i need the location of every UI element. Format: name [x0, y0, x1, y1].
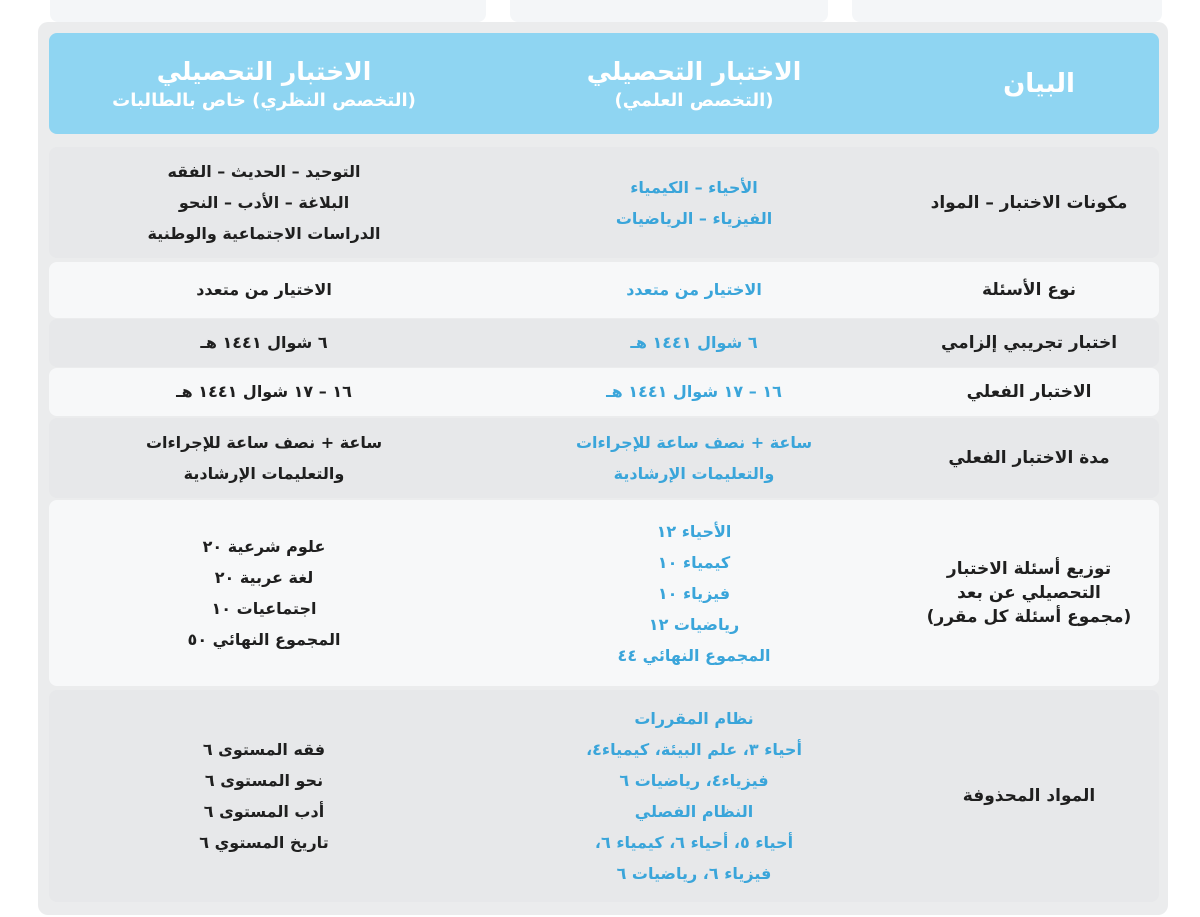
cell-literary [59, 147, 469, 258]
cell-line: والتعليمات الإرشادية [613, 464, 775, 483]
cell-line: المجموع النهائي ٥٠ [187, 630, 341, 649]
cell-literary [59, 262, 469, 318]
cell-line: توزيع أسئلة الاختبار [946, 559, 1112, 579]
cell-line: أحياء ٣، علم البيئة، كيمياء٤، [586, 740, 802, 759]
cell-line: اختبار تجريبي إلزامي [940, 333, 1118, 353]
cell-line: كيمياء ١٠ [657, 552, 731, 572]
cell-line: الاختيار من متعدد [626, 280, 762, 299]
table-row [49, 262, 1159, 318]
cell-scientific [519, 262, 869, 318]
cell-line: لغة عربية ٢٠ [214, 568, 314, 587]
cell-scientific [519, 319, 869, 367]
cell-line: نظام المقررات [634, 709, 754, 728]
cell-line: المواد المحذوفة [962, 786, 1096, 806]
cell-line: ساعة + نصف ساعة للإجراءات [145, 433, 383, 452]
table-row [49, 500, 1159, 686]
cell-scientific [519, 500, 869, 686]
cell-scientific [519, 368, 869, 416]
cell-scientific [519, 690, 869, 902]
table-row [49, 368, 1159, 416]
cell-line: فيزياء٤، رياضيات ٦ [619, 771, 769, 790]
cell-line: تاريخ المستوي ٦ [199, 833, 329, 852]
cell-line: فقه المستوى ٦ [202, 740, 326, 759]
cell-line: ساعة + نصف ساعة للإجراءات [575, 433, 813, 452]
table-row [49, 690, 1159, 902]
header-label: البيان [1003, 68, 1075, 99]
cell-literary [59, 500, 469, 686]
cell-line: أحياء ٥، أحياء ٦، كيمياء ٦، [594, 833, 794, 852]
top-tab-middle [510, 0, 828, 22]
cell-line: نوع الأسئلة [982, 280, 1076, 300]
table-row [49, 147, 1159, 258]
cell-line: الاختيار من متعدد [196, 280, 332, 299]
cell-line: الاختبار الفعلي [966, 382, 1092, 402]
header-scientific-title: الاختبار التحصيلي [586, 56, 802, 86]
header-scientific-subtitle: (التخصص العلمي) [614, 89, 774, 111]
cell-label [899, 147, 1159, 258]
cell-line: الدراسات الاجتماعية والوطنية [147, 224, 381, 243]
cell-label [899, 500, 1159, 686]
cell-line: اجتماعيات ١٠ [211, 599, 317, 618]
cell-line: الفيزياء – الرياضيات [615, 208, 773, 228]
cell-line: المجموع النهائي ٤٤ [617, 645, 771, 665]
cell-line: الأحياء – الكيمياء [630, 177, 758, 197]
cell-line: نحو المستوى ٦ [204, 771, 324, 790]
table-row [49, 418, 1159, 498]
cell-label [899, 262, 1159, 318]
cell-line: التوحيد – الحديث – الفقه [167, 162, 361, 181]
cell-literary [59, 418, 469, 498]
cell-line: رياضيات ١٢ [648, 614, 740, 634]
header-literary [59, 33, 469, 134]
cell-line: فيزياء ٦، رياضيات ٦ [616, 864, 772, 883]
cell-line: الأحياء ١٢ [656, 521, 732, 541]
cell-line: البلاغة – الأدب – النحو [178, 193, 350, 212]
cell-line: علوم شرعية ٢٠ [202, 537, 326, 556]
cell-line: مدة الاختبار الفعلي [948, 448, 1110, 468]
header-scientific [519, 33, 869, 134]
cell-line: فيزياء ١٠ [657, 583, 731, 603]
cell-label [899, 690, 1159, 902]
cell-line: ٦ شوال ١٤٤١ هـ [200, 333, 328, 352]
cell-label [899, 418, 1159, 498]
cell-line: ١٦ – ١٧ شوال ١٤٤١ هـ [606, 382, 782, 401]
cell-line: ١٦ – ١٧ شوال ١٤٤١ هـ [176, 382, 352, 401]
cell-label [899, 319, 1159, 367]
header-literary-subtitle: (التخصص النظري) خاص بالطالبات [112, 89, 416, 111]
cell-literary [59, 319, 469, 367]
cell-line: التحصيلي عن بعد [957, 583, 1101, 603]
cell-line: أدب المستوى ٦ [203, 802, 325, 821]
cell-scientific [519, 147, 869, 258]
cell-line: النظام الفصلي [634, 802, 754, 821]
cell-label [899, 368, 1159, 416]
cell-line: مكونات الاختبار – المواد [930, 192, 1128, 213]
cell-literary [59, 690, 469, 902]
table-header [49, 33, 1159, 134]
top-tab-right [852, 0, 1162, 22]
table-row [49, 319, 1159, 367]
cell-scientific [519, 418, 869, 498]
cell-line: والتعليمات الإرشادية [183, 464, 345, 483]
cell-line: ٦ شوال ١٤٤١ هـ [630, 333, 758, 352]
cell-line: (مجموع أسئلة كل مقرر) [926, 607, 1132, 627]
cell-literary [59, 368, 469, 416]
header-literary-title: الاختبار التحصيلي [156, 56, 372, 86]
top-tab-left [50, 0, 486, 22]
